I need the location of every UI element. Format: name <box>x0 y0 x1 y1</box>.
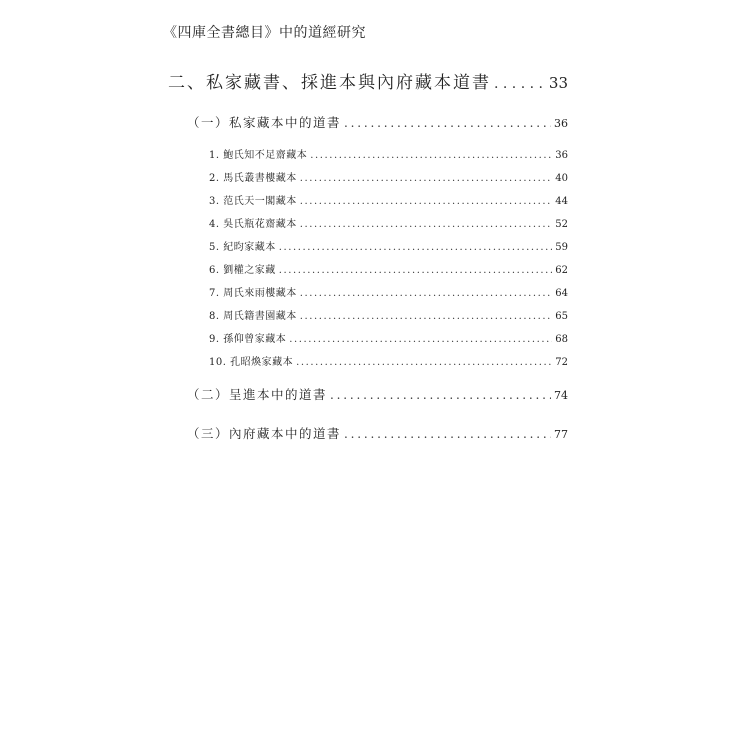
toc-item[interactable] <box>209 215 568 230</box>
toc-item-page: 68 <box>555 334 568 345</box>
toc-item[interactable] <box>209 169 568 184</box>
toc-section-title: 二、私家藏書、採進本與內府藏本道書 <box>168 73 491 93</box>
toc-leader-dots <box>330 388 551 402</box>
toc-item-page: 59 <box>555 242 568 253</box>
toc-leader-dots <box>296 357 552 368</box>
toc-section-page: 33 <box>548 74 568 92</box>
toc-leader-dots <box>300 196 553 207</box>
toc-item[interactable] <box>209 238 568 253</box>
toc-item-page: 62 <box>555 265 568 276</box>
toc-leader-dots <box>279 242 553 253</box>
toc-item[interactable] <box>209 192 568 207</box>
toc-item-title: 9. 孫仰曾家藏本 <box>209 334 287 345</box>
toc-item[interactable] <box>209 307 568 322</box>
toc-item-page: 72 <box>555 357 568 368</box>
toc-item-title: 8. 周氏籍書園藏本 <box>209 311 297 322</box>
toc-leader-dots <box>344 116 551 130</box>
toc-item-page: 65 <box>555 311 568 322</box>
toc-leader-dots <box>344 427 551 441</box>
toc-section-heading[interactable] <box>168 68 568 93</box>
toc-item-title: 7. 周氏來雨樓藏本 <box>209 288 297 299</box>
toc-item-title: 3. 范氏天一閣藏本 <box>209 196 297 207</box>
toc-subsection-page: 36 <box>554 117 568 130</box>
toc-item[interactable] <box>209 330 568 345</box>
toc-leader-dots <box>300 288 553 299</box>
toc-subsection-2[interactable] <box>187 385 568 403</box>
toc-item-page: 40 <box>555 173 568 184</box>
toc-item-page: 64 <box>555 288 568 299</box>
toc-item-title: 4. 吳氏瓶花齋藏本 <box>209 219 297 230</box>
toc-leader-dots <box>300 173 553 184</box>
toc-leader-dots <box>300 311 553 322</box>
toc-leader-dots <box>494 76 546 92</box>
toc-subsection-1[interactable] <box>187 113 568 131</box>
toc-item-page: 36 <box>555 150 568 161</box>
toc-subsection-title: （二）呈進本中的道書 <box>187 387 328 402</box>
toc-item[interactable] <box>209 284 568 299</box>
toc-item-title: 6. 劉權之家藏 <box>209 265 276 276</box>
toc-item[interactable] <box>209 261 568 276</box>
toc-item-title: 2. 馬氏叢書樓藏本 <box>209 173 297 184</box>
toc-leader-dots <box>300 219 553 230</box>
toc-item-page: 52 <box>555 219 568 230</box>
toc-item-title: 1. 鮑氏知不足齋藏本 <box>209 150 308 161</box>
toc-subsection-3[interactable] <box>187 424 568 442</box>
toc-item-title: 10. 孔昭煥家藏本 <box>209 357 294 368</box>
running-head: 《四庫全書總目》中的道經研究 <box>163 25 366 41</box>
toc-item[interactable] <box>209 146 568 161</box>
toc-subsection-page: 74 <box>554 389 568 402</box>
toc-item-page: 44 <box>555 196 568 207</box>
toc-subsection-title: （三）內府藏本中的道書 <box>187 426 342 441</box>
toc-item-title: 5. 紀昀家藏本 <box>209 242 276 253</box>
toc-subsection-page: 77 <box>554 428 568 441</box>
toc-item[interactable] <box>209 353 568 368</box>
toc-leader-dots <box>279 265 553 276</box>
toc-leader-dots <box>310 150 552 161</box>
toc-leader-dots <box>289 334 552 345</box>
toc-subsection-title: （一）私家藏本中的道書 <box>187 115 342 130</box>
